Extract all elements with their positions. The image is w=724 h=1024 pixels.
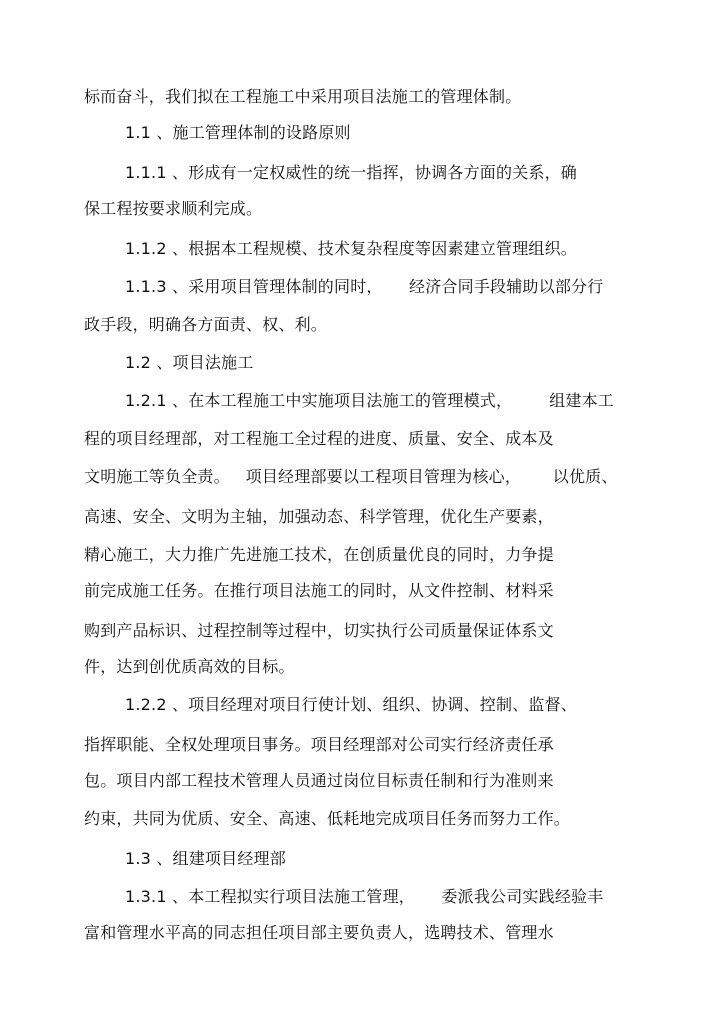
text-line: 包。项目内部工程技术管理人员通过岗位目标责任制和行为准则来 [84,771,554,790]
text-line: 1.2.2 、项目经理对项目行使计划、组织、协调、控制、监督、 [125,695,577,714]
section-heading: 1.1 、施工管理体制的设路原则 [125,123,351,142]
text-line: 1.2.1 、在本工程施工中实施项目法施工的管理模式， 组建本工 [125,391,614,410]
text-line: 件，达到创优质高效的目标。 [84,657,295,676]
text-line: 1.1.2 、根据本工程规模、技术复杂程度等因素建立管理组织。 [125,239,577,258]
text-line: 1.1.3 、采用项目管理体制的同时， 经济合同手段辅助以部分行 [125,277,604,296]
text-line: 标而奋斗，我们拟在工程施工中采用项目法施工的管理体制。 [84,87,522,106]
section-heading: 1.3 、组建项目经理部 [125,849,286,868]
text-line: 约束，共同为优质、安全、高速、低耗地完成项目任务而努力工作。 [84,809,571,828]
text-line: 精心施工，大力推广先进施工技术，在创质量优良的同时，力争提 [84,545,554,564]
text-line: 指挥职能、全权处理项目事务。项目经理部对公司实行经济责任承 [84,735,554,754]
text-line: 1.1.1 、形成有一定权威性的统一指挥，协调各方面的关系，确 [125,163,577,182]
text-line: 购到产品标识、过程控制等过程中，切实执行公司质量保证体系文 [84,621,554,640]
text-line: 保工程按要求顺利完成。 [84,199,263,218]
text-line: 高速、安全、文明为主轴，加强动态、科学管理，优化生产要素， [84,507,554,526]
text-line: 前完成施工任务。在推行项目法施工的同时，从文件控制、材料采 [84,581,554,600]
text-line: 1.3.1 、本工程拟实行项目法施工管理， 委派我公司实践经验丰 [125,887,604,906]
text-line: 程的项目经理部，对工程施工全过程的进度、质量、安全、成本及 [84,429,554,448]
section-heading: 1.2 、项目法施工 [125,353,254,372]
text-line: 政手段，明确各方面责、权、利。 [84,315,328,334]
text-line: 富和管理水平高的同志担任项目部主要负责人，选聘技术、管理水 [84,923,554,942]
text-line: 文明施工等负全责。 项目经理部要以工程项目管理为核心， 以优质、 [84,467,618,486]
